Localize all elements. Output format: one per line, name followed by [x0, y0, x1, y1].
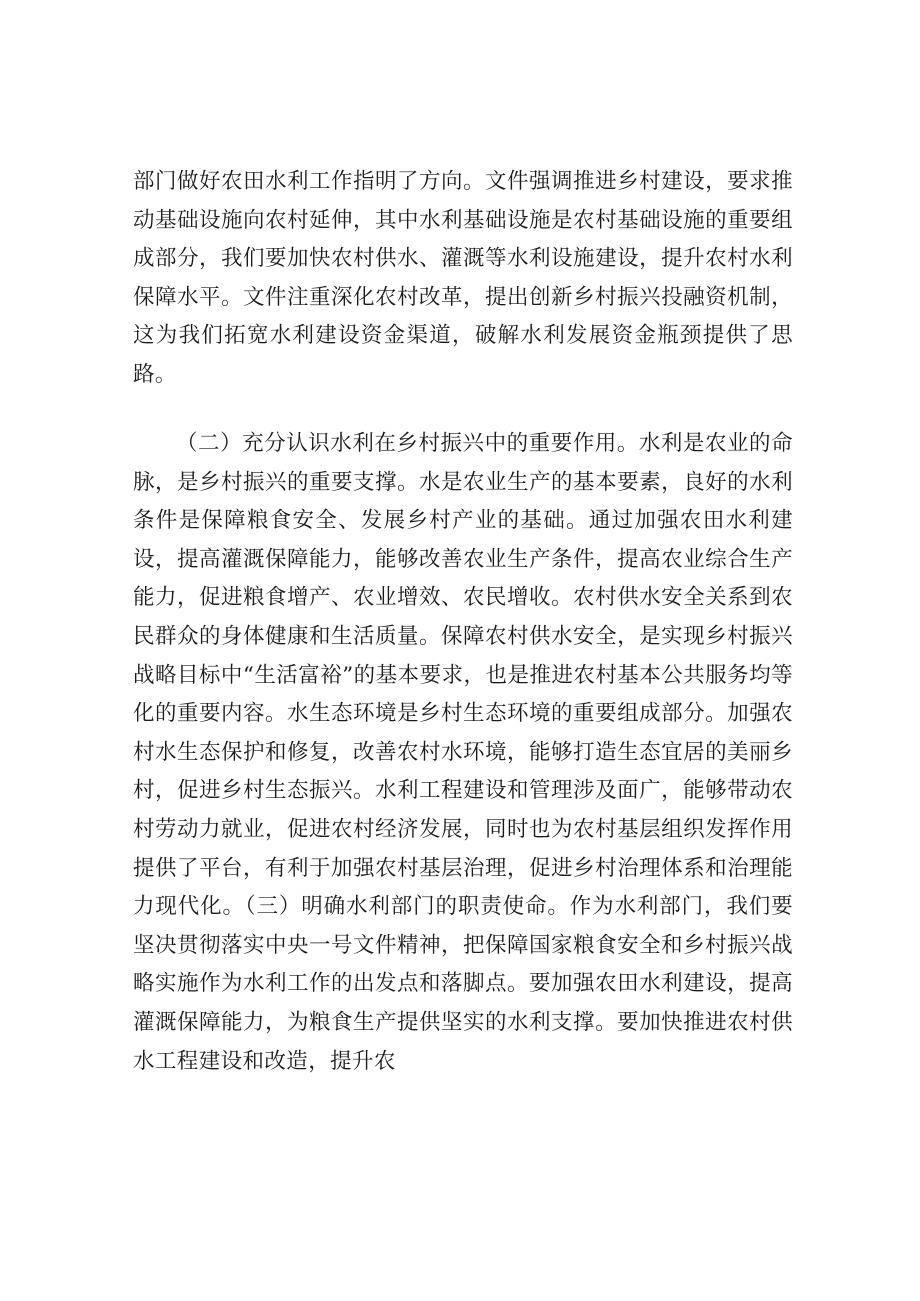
paragraph-1	[133, 163, 793, 395]
paragraph-2	[133, 425, 793, 1081]
paragraph-1-text: 部门做好农田水利工作指明了方向。文件强调推进乡村建设，要求推动基础设施向农村延伸，其中水利基础设施是农村基础设施的重要组成部分，我们要加快农村供水、灌溉等水利设施建设，提升农村水利保障水平。文件注重深化农村改革，提出创新乡村振兴投融资机制，这为我们拓宽水利建设资金渠道，破解水利发展资金瓶颈提供了思路。	[133, 169, 793, 387]
paragraph-2-text: （二）充分认识水利在乡村振兴中的重要作用。水利是农业的命脉，是乡村振兴的重要支撑。水是农业生产的基本要素，良好的水利条件是保障粮食安全、发展乡村产业的基础。通过加强农田水利建设，提高灌溉保障能力，能够改善农业生产条件，提高农业综合生产能力，促进粮食增产、农业增效、农民增收。农村供水安全关系到农民群众的身体健康和生活质量。保障农村供水安全，是实现乡村振兴战略目标中“生活富裕”的基本要求，也是推进农村基本公共服务均等化的重要内容。水生态环境是乡村生态环境的重要组成部分。加强农村水生态保护和修复，改善农村水环境，能够打造生态宜居的美丽乡村，促进乡村生态振兴。水利工程建设和管理涉及面广，能够带动农村劳动力就业，促进农村经济发展，同时也为农村基层组织发挥作用提供了平台，有利于加强农村基层治理，促进乡村治理体系和治理能力现代化。（三）明确水利部门的职责使命。作为水利部门，我们要坚决贯彻落实中央一号文件精神，把保障国家粮食安全和乡村振兴战略实施作为水利工作的出发点和落脚点。要加强农田水利建设，提高灌溉保障能力，为粮食生产提供坚实的水利支撑。要加快推进农村供水工程建设和改造，提升农	[133, 431, 793, 1074]
